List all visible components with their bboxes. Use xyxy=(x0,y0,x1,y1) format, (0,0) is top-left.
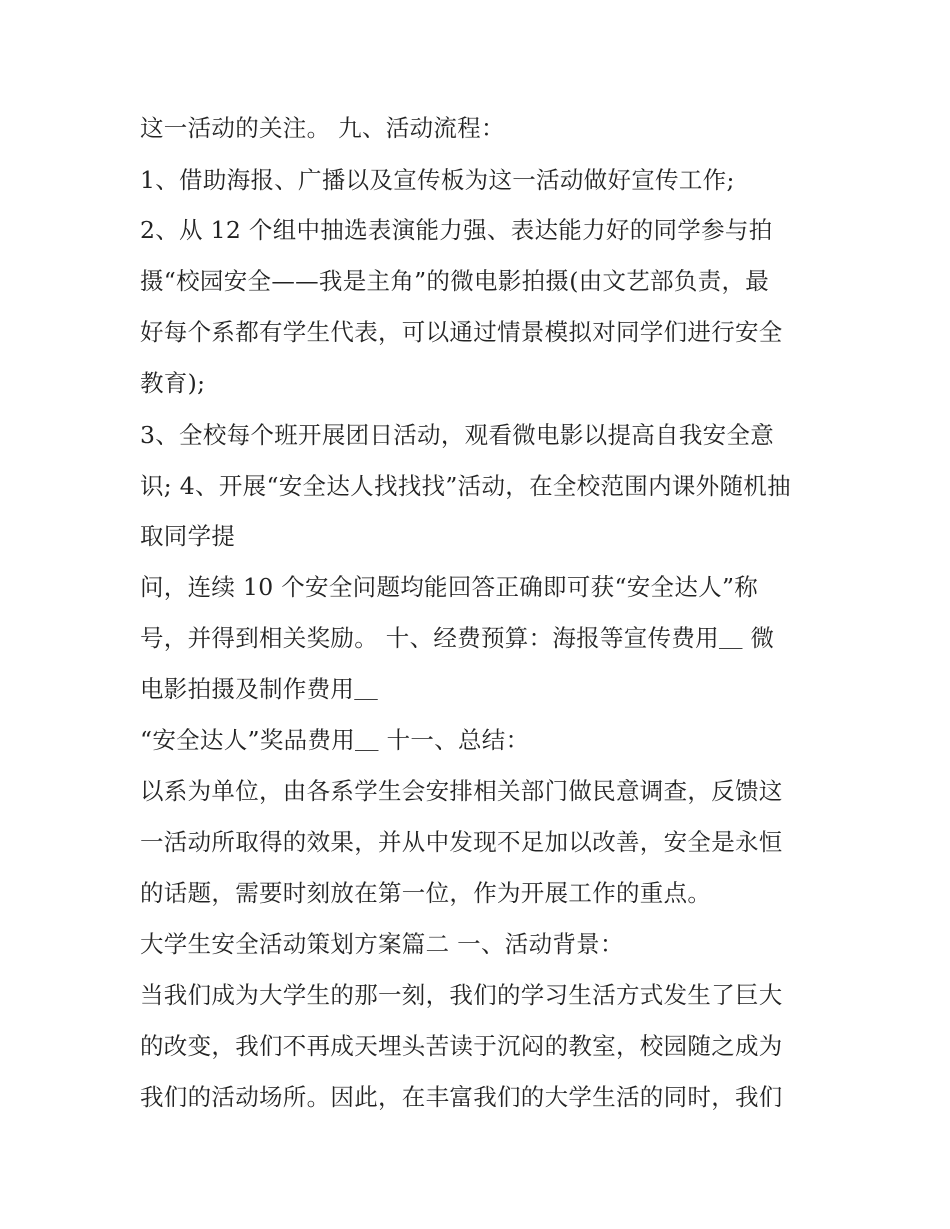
text-line-10: 问，连续 10 个安全问题均能回答正确即可获“安全达人”称 xyxy=(140,573,759,601)
text-line-16: 的话题，需要时刻放在第一位，作为开展工作的重点。 xyxy=(140,879,712,907)
text-line-8: 识; 4、开展“安全达人找找找”活动，在全校范围内课外随机抽 xyxy=(140,472,791,500)
text-line-15: 一活动所取得的效果，并从中发现不足加以改善，安全是永恒 xyxy=(140,828,783,856)
text-line-6: 教育); xyxy=(140,369,206,397)
text-line-17: 大学生安全活动策划方案篇二 一、活动背景： xyxy=(140,930,624,958)
text-line-18: 当我们成为大学生的那一刻，我们的学习生活方式发生了巨大 xyxy=(140,981,783,1009)
text-line-11: 号，并得到相关奖励。 十、经费预算：海报等宣传费用＿ 微 xyxy=(140,624,775,652)
text-line-7: 3、全校每个班开展团日活动，观看微电影以提高自我安全意 xyxy=(140,421,775,449)
text-line-19: 的改变，我们不再成天埋头苦读于沉闷的教室，校园随之成为 xyxy=(140,1032,783,1060)
text-line-3: 2、从 12 个组中抽选表演能力强、表达能力好的同学参与拍 xyxy=(140,216,773,244)
text-line-9: 取同学提 xyxy=(140,522,236,550)
text-line-2: 1、借助海报、广播以及宣传板为这一活动做好宣传工作; xyxy=(140,166,735,194)
text-line-1: 这一活动的关注。 九、活动流程： xyxy=(140,114,505,142)
text-line-4: 摄“校园安全——我是主角”的微电影拍摄(由文艺部负责，最 xyxy=(140,267,770,295)
text-line-12: 电影拍摄及制作费用＿ xyxy=(140,675,378,703)
text-line-20: 我们的活动场所。因此，在丰富我们的大学生活的同时，我们 xyxy=(140,1083,783,1111)
text-line-14: 以系为单位，由各系学生会安排相关部门做民意调查，反馈这 xyxy=(140,777,783,805)
text-line-5: 好每个系都有学生代表，可以通过情景模拟对同学们进行安全 xyxy=(140,318,783,346)
text-line-13: “安全达人”奖品费用＿ 十一、总结： xyxy=(140,726,530,754)
